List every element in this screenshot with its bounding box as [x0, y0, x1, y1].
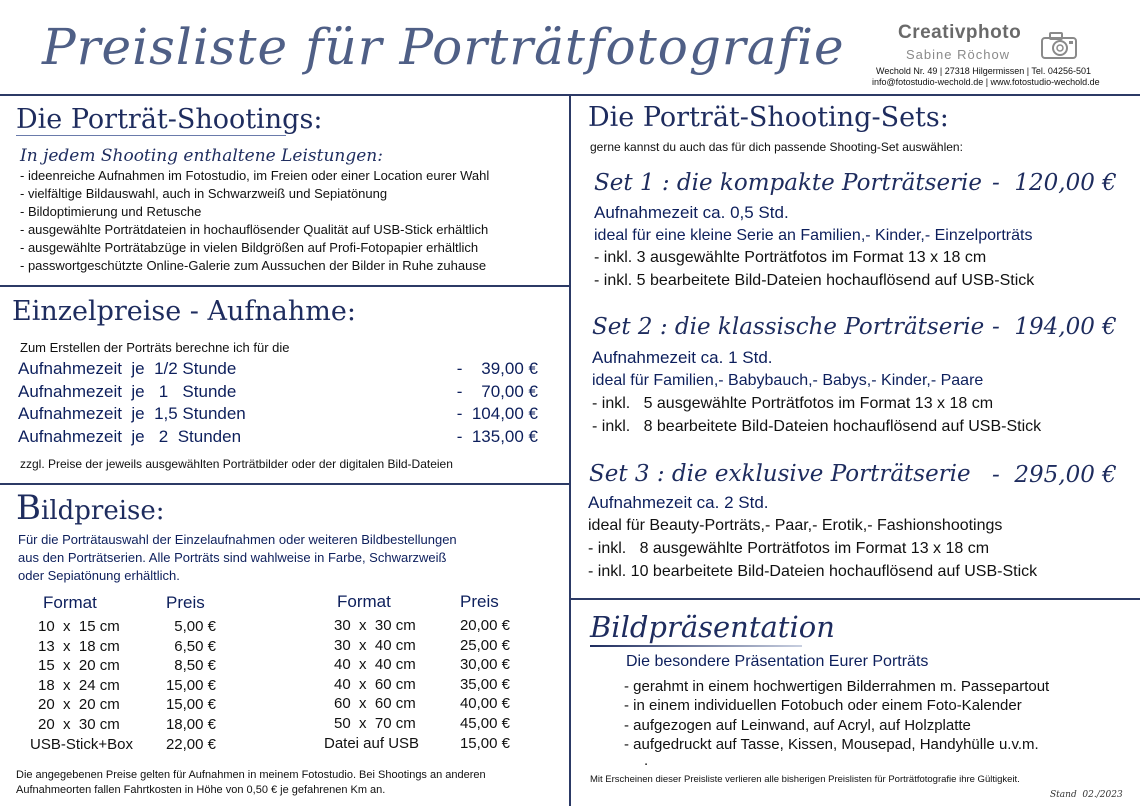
- bildpreise-table-right: [324, 616, 510, 753]
- brand-owner: Sabine Röchow: [906, 47, 1011, 62]
- table-row: [324, 655, 510, 675]
- list-item: - Bildoptimierung und Retusche: [20, 204, 202, 219]
- row-label: Aufnahmezeit je 1 Stunde: [18, 381, 237, 401]
- divider-sets: [571, 598, 1140, 600]
- table-row: [30, 637, 216, 657]
- format-cell: 18 x 24 cm: [38, 676, 120, 694]
- price-cell: 8,50 €: [174, 657, 216, 675]
- divider-shootings: [0, 285, 569, 287]
- validity-note: Mit Erscheinen dieser Preisliste verlieren alle bisherigen Preislisten für Porträtfotografie ihre Gültigkeit.: [590, 774, 1020, 785]
- table-row: [324, 616, 510, 636]
- section-subheading: In jedem Shooting enthaltene Leistungen:: [20, 146, 383, 166]
- heading-underline: [16, 135, 286, 136]
- price-cell: 30,00 €: [459, 656, 510, 674]
- format-cell: 40 x 60 cm: [334, 675, 416, 693]
- table-row: [30, 695, 216, 715]
- section-heading-praesentation: Bildpräsentation: [590, 610, 835, 644]
- set-3-ideal: ideal für Beauty-Porträts,- Paar,- Erotik,- Fashionshootings: [588, 517, 1003, 534]
- heading-initial: B: [16, 488, 41, 528]
- price-cell: 15,00 €: [459, 734, 510, 752]
- column-divider: [569, 94, 571, 806]
- row-price: - 39,00 €: [456, 359, 538, 378]
- format-cell: 50 x 70 cm: [334, 714, 416, 732]
- stand-date: Stand 02./2023: [1050, 790, 1123, 800]
- column-header-format: Format: [337, 592, 391, 611]
- table-row: [18, 403, 538, 426]
- price-cell: 15,00 €: [165, 676, 216, 694]
- list-item: - ausgewählte Porträtdateien in hochauflösender Qualität auf USB-Stick erhältlich: [20, 222, 489, 237]
- praesentation-subheading: Die besondere Präsentation Eurer Porträts: [626, 653, 929, 670]
- heading-underline: [590, 645, 802, 647]
- footnote-line: Aufnahmeorten fallen Fahrtkosten in Höhe von 0,50 € je gefahrenen Km an.: [16, 783, 386, 796]
- list-item: - in einem individuellen Fotobuch oder einem Foto-Kalender: [624, 697, 1022, 715]
- row-label: Aufnahmezeit je 1,5 Stunden: [18, 404, 246, 423]
- price-cell: 35,00 €: [459, 675, 510, 693]
- description-line: oder Sepiatönung erhältlich.: [18, 568, 180, 583]
- sets-intro: gerne kannst du auch das für dich passende Shooting-Set auswählen:: [590, 140, 963, 154]
- list-item: - aufgezogen auf Leinwand, auf Acryl, auf Holzplatte: [624, 716, 971, 734]
- row-label: Aufnahmezeit je 2 Stunden: [18, 426, 242, 446]
- set-2-price: - 194,00 €: [992, 314, 1117, 340]
- bildpreise-description: [18, 531, 457, 585]
- page-title: Preisliste für Porträtfotografie: [42, 18, 845, 76]
- contact-line: info@fotostudio-wechold.de | www.fotostudio-wechold.de: [872, 77, 1100, 87]
- format-cell: 20 x 30 cm: [38, 715, 120, 733]
- einzelpreise-note: zzgl. Preise der jeweils ausgewählten Porträtbilder oder der digitalen Bild-Dateien: [20, 457, 453, 471]
- table-row: [324, 675, 510, 695]
- row-label: Aufnahmezeit je 1/2 Stunde: [18, 359, 237, 378]
- heading-rest: ildpreise:: [41, 496, 165, 526]
- divider-einzelpreise: [0, 483, 569, 485]
- set-3-title: Set 3 : die exklusive Porträtserie: [589, 461, 971, 487]
- address-line: Wechold Nr. 49 | 27318 Hilgermissen | Tel. 04256-501: [876, 66, 1091, 76]
- price-cell: 22,00 €: [165, 735, 216, 753]
- price-cell: 5,00 €: [174, 618, 216, 635]
- table-row: [30, 735, 216, 755]
- row-price: - 135,00 €: [456, 426, 538, 446]
- format-cell: 20 x 20 cm: [38, 696, 120, 714]
- set-2-title: Set 2 : die klassische Porträtserie: [592, 314, 985, 340]
- section-heading-bildpreise: [16, 488, 165, 528]
- price-cell: 20,00 €: [459, 617, 510, 634]
- table-row: [18, 426, 538, 449]
- table-row: [30, 617, 216, 637]
- list-item: .: [644, 752, 649, 770]
- table-row: [324, 694, 510, 714]
- table-row: [30, 656, 216, 676]
- set-2-duration: Aufnahmezeit ca. 1 Std.: [592, 348, 773, 367]
- format-cell: 30 x 30 cm: [334, 617, 416, 634]
- einzelpreise-table: [18, 358, 538, 448]
- set-1-duration: Aufnahmezeit ca. 0,5 Std.: [594, 203, 789, 222]
- shootings-list: [20, 167, 489, 275]
- price-cell: 25,00 €: [459, 636, 510, 654]
- price-cell: 18,00 €: [165, 715, 216, 733]
- format-cell: 30 x 40 cm: [334, 636, 416, 654]
- table-row: [18, 381, 538, 404]
- set-2-inclusion: - inkl. 5 ausgewählte Porträtfotos im Format 13 x 18 cm: [592, 395, 994, 412]
- list-item: - ideenreiche Aufnahmen im Fotostudio, im Freien oder einer Location eurer Wahl: [20, 168, 490, 183]
- set-3-inclusion: - inkl. 8 ausgewählte Porträtfotos im Format 13 x 18 cm: [588, 540, 990, 557]
- camera-icon: [1040, 30, 1080, 65]
- list-item: - aufgedruckt auf Tasse, Kissen, Mousepad, Handyhülle u.v.m.: [624, 735, 1039, 753]
- bildpreise-footnote: [16, 768, 486, 797]
- table-row: [324, 734, 510, 754]
- list-item: - gerahmt in einem hochwertigen Bilderrahmen m. Passepartout: [624, 678, 1050, 695]
- row-price: - 70,00 €: [456, 381, 538, 401]
- list-item: - ausgewählte Porträtabzüge in vielen Bildgrößen auf Profi-Fotopapier erhältlich: [20, 240, 479, 255]
- set-3-price: - 295,00 €: [992, 462, 1117, 488]
- column-header-price: Preis: [166, 593, 205, 612]
- price-cell: 6,50 €: [174, 637, 216, 655]
- set-2-inclusion: - inkl. 8 bearbeitete Bild-Dateien hochauflösend auf USB-Stick: [592, 418, 1042, 435]
- brand-name: Creativphoto: [898, 22, 1022, 43]
- format-cell: 13 x 18 cm: [38, 637, 120, 655]
- format-cell: 40 x 40 cm: [334, 656, 416, 674]
- table-row: [324, 636, 510, 656]
- set-3-inclusion: - inkl. 10 bearbeitete Bild-Dateien hochauflösend auf USB-Stick: [588, 563, 1038, 580]
- column-header-format: Format: [43, 593, 97, 612]
- set-1-price: - 120,00 €: [992, 170, 1117, 196]
- set-2-ideal: ideal für Familien,- Babybauch,- Babys,- Kinder,- Paare: [592, 372, 984, 389]
- format-cell: 10 x 15 cm: [38, 618, 120, 635]
- set-1-inclusion: - inkl. 3 ausgewählte Porträtfotos im Format 13 x 18 cm: [594, 249, 987, 266]
- set-1-title: Set 1 : die kompakte Porträtserie: [594, 170, 983, 196]
- price-cell: 40,00 €: [459, 695, 510, 713]
- row-price: - 104,00 €: [456, 404, 538, 423]
- set-3-duration: Aufnahmezeit ca. 2 Std.: [588, 493, 769, 512]
- list-item: - vielfältige Bildauswahl, auch in Schwarzweiß und Sepiatönung: [20, 186, 388, 201]
- table-row: [324, 714, 510, 734]
- einzelpreise-intro: Zum Erstellen der Porträts berechne ich für die: [20, 340, 290, 355]
- bildpreise-table-left: [30, 617, 216, 754]
- format-cell: 15 x 20 cm: [38, 657, 120, 675]
- column-header-price: Preis: [460, 592, 499, 611]
- price-cell: 15,00 €: [165, 696, 216, 714]
- section-heading-einzelpreise: Einzelpreise - Aufnahme:: [12, 296, 356, 327]
- table-row: [30, 676, 216, 696]
- price-cell: 45,00 €: [459, 714, 510, 732]
- description-line: aus den Porträtserien. Alle Porträts sind wahlweise in Farbe, Schwarzweiß: [18, 550, 447, 565]
- set-1-inclusion: - inkl. 5 bearbeitete Bild-Dateien hochauflösend auf USB-Stick: [594, 272, 1035, 289]
- format-cell: 60 x 60 cm: [334, 695, 416, 713]
- footnote-line: Die angegebenen Preise gelten für Aufnahmen in meinem Fotostudio. Bei Shootings an anderen: [16, 769, 486, 781]
- praesentation-list: [624, 677, 1049, 768]
- table-row: [18, 358, 538, 381]
- set-1-ideal: ideal für eine kleine Serie an Familien,- Kinder,- Einzelporträts: [594, 227, 1033, 244]
- description-line: Für die Porträtauswahl der Einzelaufnahmen oder weiteren Bildbestellungen: [18, 532, 457, 547]
- section-heading-sets: Die Porträt-Shooting-Sets:: [588, 102, 949, 133]
- list-item: - passwortgeschützte Online-Galerie zum Aussuchen der Bilder in Ruhe zuhause: [20, 258, 487, 273]
- section-heading-shootings: Die Porträt-Shootings:: [16, 104, 323, 135]
- table-row: [30, 715, 216, 735]
- format-cell: Datei auf USB: [324, 734, 420, 752]
- format-cell: USB-Stick+Box: [30, 735, 133, 753]
